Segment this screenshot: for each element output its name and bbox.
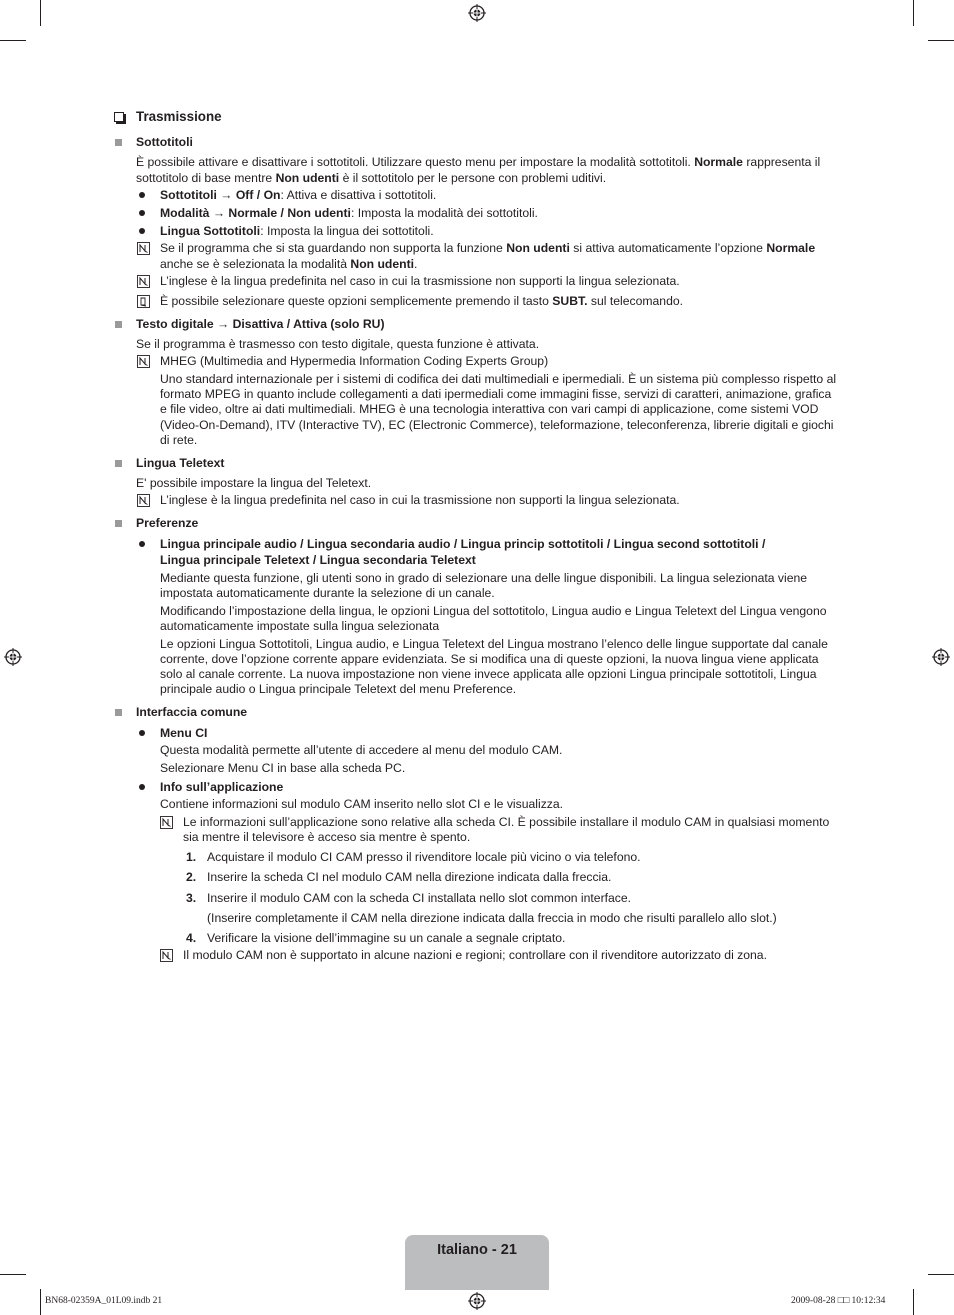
interfaccia-note-2: Il modulo CAM non è supportato in alcune nazioni e regioni; controllare con il rivenditore autorizzato di zona. — [183, 948, 767, 962]
sottotitoli-note-1-line1: Se il programma che si sta guardando non supporta la funzione Non udenti si attiva automaticamente l’opzione Normale — [160, 241, 816, 255]
step-text: Verificare la visione dell’immagine su un canale a segnale criptato. — [207, 931, 566, 945]
round-bullet-icon — [139, 541, 145, 547]
step-number: 4. — [186, 931, 197, 945]
testo-para-line: e file video, oltre ai dati multimediali. MHEG è una tecnologia interattiva con vari campi di applicazione, come sistemi VOD — [160, 402, 819, 416]
testo-para-line: di rete. — [160, 433, 198, 447]
sottotitoli-bullet-2: Modalità → Normale / Non udenti: Imposta la modalità dei sottotitoli. — [160, 206, 538, 220]
preferenze-para-line: principale audio o Lingua principale Teletext del menu Preference. — [160, 682, 517, 696]
slug-right: 2009-08-28 □□ 10:12:34 — [791, 1296, 886, 1306]
crop-mark — [40, 0, 41, 26]
preferenze-bullet-line2: Lingua principale Teletext / Lingua secondaria Teletext — [160, 553, 476, 567]
preferenze-para-line: Le opzioni Lingua Sottotitoli, Lingua audio, e Lingua Teletext del Lingua mostrano l’elenco delle lingue supportate dal canale — [160, 637, 828, 651]
teletext-intro: E' possibile impostare la lingua del Teletext. — [136, 476, 372, 490]
round-bullet-icon — [139, 784, 145, 790]
crop-mark — [928, 40, 954, 41]
round-bullet-icon — [139, 730, 145, 736]
preferenze-heading: Preferenze — [136, 516, 199, 530]
teletext-note-1: L’inglese è la lingua predefinita nel caso in cui la trasmissione non supporti la lingua selezionata. — [160, 493, 680, 507]
crop-mark — [913, 0, 914, 26]
step-number: 1. — [186, 850, 197, 864]
testo-para-line: Uno standard internazionale per i sistemi di codifica dei dati multimediali e ipermediali. È un sistema più complesso rispetto al — [160, 372, 837, 386]
note-icon — [137, 242, 150, 255]
sottotitoli-bullet-3: Lingua Sottotitoli: Imposta la lingua dei sottotitoli. — [160, 224, 434, 238]
testo-heading: Testo digitale → Disattiva / Attiva (solo RU) — [136, 317, 385, 331]
preferenze-bullet-line1: Lingua principale audio / Lingua secondaria audio / Lingua princip sottotitoli / Lingua second sottotitoli / — [160, 537, 766, 551]
checkbox-bullet-icon — [114, 112, 124, 122]
note-icon — [137, 355, 150, 368]
interfaccia-para-line: Contiene informazioni sul modulo CAM inserito nello slot CI e le visualizza. — [160, 797, 564, 811]
interfaccia-para-line: Selezionare Menu CI in base alla scheda PC. — [160, 761, 406, 775]
teletext-heading: Lingua Teletext — [136, 456, 225, 470]
registration-mark-icon — [468, 4, 486, 22]
interfaccia-note-1-line1: Le informazioni sull’applicazione sono relative alla scheda CI. È possibile installare il modulo CAM in qualsiasi momento — [183, 815, 830, 829]
round-bullet-icon — [139, 192, 145, 198]
sottotitoli-heading: Sottotitoli — [136, 135, 193, 149]
step-text-extra: (Inserire completamente il CAM nella direzione indicata dalla freccia in modo che risulti parallelo allo slot.) — [207, 911, 777, 925]
note-icon — [160, 816, 173, 829]
interfaccia-bullet-info: Info sull’applicazione — [160, 780, 284, 794]
sottotitoli-note-2: L’inglese è la lingua predefinita nel caso in cui la trasmissione non supporti la lingua selezionata. — [160, 274, 680, 288]
interfaccia-bullet-menu-ci: Menu CI — [160, 726, 208, 740]
square-bullet-icon — [115, 139, 122, 146]
step-text: Acquistare il modulo CI CAM presso il rivenditore locale più vicino o via telefono. — [207, 850, 641, 864]
preferenze-para-line: Mediante questa funzione, gli utenti sono in grado di selezionare una delle lingue disponibili. La lingua selezionata viene — [160, 571, 808, 585]
interfaccia-para-line: Questa modalità permette all’utente di accedere al menu del modulo CAM. — [160, 743, 563, 757]
crop-mark — [913, 1289, 914, 1315]
slug-left: BN68-02359A_01L09.indb 21 — [45, 1296, 163, 1306]
testo-para-line: formato MPEG in quanto include collegamenti a dati ipermediali come immagini fisse, servizi di caratteri, animazione, grafica — [160, 387, 832, 401]
sottotitoli-bullet-1: Sottotitoli → Off / On: Attiva e disattiva i sottotitoli. — [160, 188, 437, 202]
interfaccia-note-1-line2: sia mentre il televisore è acceso sia mentre è spento. — [183, 830, 471, 844]
note-icon — [137, 275, 150, 288]
section-title: Trasmissione — [136, 109, 222, 124]
sottotitoli-note-3: È possibile selezionare queste opzioni semplicemente premendo il tasto SUBT. sul telecomando. — [160, 294, 684, 308]
square-bullet-icon — [115, 520, 122, 527]
crop-mark — [40, 1289, 41, 1315]
preferenze-para-line: automaticamente impostate sulla lingua selezionata — [160, 619, 440, 633]
registration-mark-icon — [4, 648, 22, 666]
step-text: Inserire il modulo CAM con la scheda CI installata nello slot common interface. — [207, 891, 632, 905]
square-bullet-icon — [115, 460, 122, 467]
square-bullet-icon — [115, 321, 122, 328]
step-number: 3. — [186, 891, 197, 905]
registration-mark-icon — [932, 648, 950, 666]
preferenze-para-line: Modificando l’impostazione della lingua, le opzioni Lingua del sottotitolo, Lingua audio e Lingua Teletext del Lingua vengono — [160, 604, 827, 618]
testo-para-line: (Video-On-Demand), ITV (Interactive TV), EC (Electronic Commerce), teleformazione, teleconferenza, librerie digitali e giochi — [160, 418, 834, 432]
crop-mark — [0, 40, 26, 41]
preferenze-para-line: solo al canale corrente. La nuova impostazione non viene invece applicata alle opzioni Lingua principale sottotitoli, Lingua — [160, 667, 817, 681]
interfaccia-heading: Interfaccia comune — [136, 705, 248, 719]
note-icon — [160, 949, 173, 962]
step-text: Inserire la scheda CI nel modulo CAM nella direzione indicata dalla freccia. — [207, 870, 612, 884]
page-number: Italiano - 21 — [437, 1242, 517, 1258]
step-number: 2. — [186, 870, 197, 884]
round-bullet-icon — [139, 228, 145, 234]
crop-mark — [928, 1274, 954, 1275]
sottotitoli-intro-line1: È possibile attivare e disattivare i sottotitoli. Utilizzare questo menu per impostare la modalità sottotitoli. Normale rappresenta il — [136, 155, 821, 169]
preferenze-para-line: corrente, dove l’opzione corrente appare evidenziata. Se si modifica una di queste opzioni, la nuova lingua viene applicata — [160, 652, 819, 666]
testo-note-1: MHEG (Multimedia and Hypermedia Information Coding Experts Group) — [160, 354, 549, 368]
registration-mark-icon — [468, 1292, 486, 1310]
testo-intro: Se il programma è trasmesso con testo digitale, questa funzione è attivata. — [136, 337, 540, 351]
round-bullet-icon — [139, 210, 145, 216]
note-icon — [137, 494, 150, 507]
crop-mark — [0, 1274, 26, 1275]
sottotitoli-note-1-line2: anche se è selezionata la modalità Non udenti. — [160, 257, 418, 271]
sottotitoli-intro-line2: sottotitolo di base mentre Non udenti è il sottotitolo per le persone con problemi uditivi. — [136, 171, 607, 185]
square-bullet-icon — [115, 709, 122, 716]
remote-note-icon — [137, 295, 150, 308]
preferenze-para-line: impostata automaticamente durante la selezione di un canale. — [160, 586, 495, 600]
